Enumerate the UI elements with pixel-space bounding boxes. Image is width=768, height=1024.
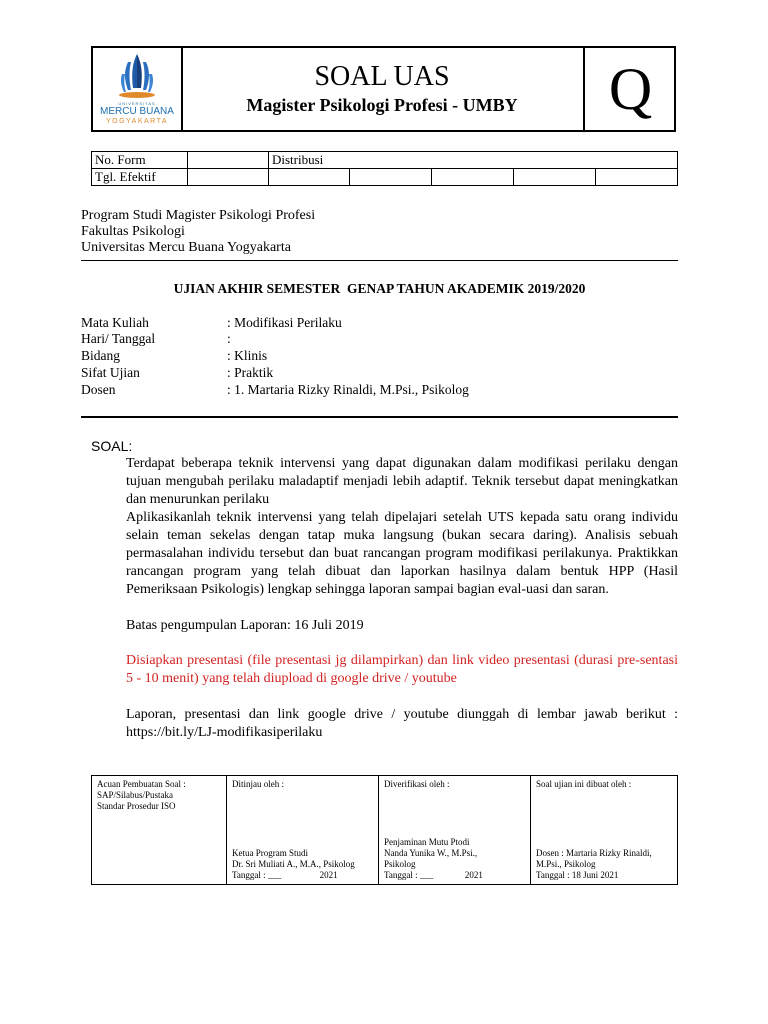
footer-heading: Diverifikasi oleh : <box>384 779 450 789</box>
no-form-label: No. Form <box>92 152 188 169</box>
logo-text-universitas: UNIVERSITAS <box>118 101 156 106</box>
footer-reviewer-cell <box>226 776 378 884</box>
divider <box>81 260 678 261</box>
footer-text: Acuan Pembuatan Soal : <box>97 779 186 789</box>
distribusi-cell <box>596 169 678 186</box>
distribusi-label: Distribusi <box>269 152 678 169</box>
meta-value: : Modifikasi Perilaku <box>227 315 342 330</box>
meta-value: : 1. Martaria Rizky Rinaldi, M.Psi., Psikolog <box>227 382 469 397</box>
footer-verifier-cell <box>378 776 530 884</box>
logo-text-city: YOGYAKARTA <box>105 118 169 125</box>
table-row <box>92 169 678 186</box>
footer-text: Dosen : Martaria Rizky Rinaldi, <box>536 848 652 858</box>
distribusi-cell <box>269 169 350 186</box>
footer-text: Standar Prosedur ISO <box>97 801 176 811</box>
soal-paragraph-1: Terdapat beberapa teknik intervensi yang dapat digunakan dalam modifikasi perilaku dengan tujuan mengubah perilaku maladaptif menjadi lebih adaptif. Teknik tersebut dapat meningkatkan dan menurunkan perilaku <box>126 456 678 507</box>
soal-paragraph-2: Aplikasikanlah teknik intervensi yang telah dipelajari setelah UTS kepada satu orang individu selain teman sekelas dengan tatap muka langsung (bukan secara daring). Analisis sebuah permasalahan individu tersebut dan buat rancangan program modifikasi perilakunya. Praktikkan rancangan program yang telah dibuat dan laporkan hasilnya dalam bentuk HPP (Hasil Pemeriksaan Psikologis) lengkap sehingga laporan sampai bagian eval-uasi dan saran. <box>126 510 678 597</box>
exam-title: UJIAN AKHIR SEMESTER GENAP TAHUN AKADEMIK 2019/2020 <box>173 281 586 296</box>
footer-text: M.Psi., Psikolog <box>536 859 596 869</box>
soal-submission-note: Laporan, presentasi dan link google drive / youtube diunggah di lembar jawab berikut : https://bit.ly/LJ-modifikasiperilaku <box>126 707 678 740</box>
meta-value: : <box>227 331 231 346</box>
footer-text: Psikolog <box>384 859 416 869</box>
reviewer-signature <box>232 848 374 881</box>
document-header <box>91 46 676 132</box>
tgl-efektif-label: Tgl. Efektif <box>92 169 188 186</box>
signature-table <box>91 775 678 885</box>
distribusi-cell <box>350 169 432 186</box>
distribusi-cell <box>432 169 514 186</box>
meta-value: : Klinis <box>227 348 268 363</box>
author-signature <box>536 848 673 881</box>
meta-label: Dosen <box>81 382 116 397</box>
footer-reference-cell <box>92 776 226 884</box>
meta-label: Mata Kuliah <box>81 315 149 330</box>
soal-label: SOAL: <box>91 438 133 454</box>
footer-heading: Ditinjau oleh : <box>232 779 284 789</box>
soal-presentation-note: Disiapkan presentasi (file presentasi jg dilampirkan) dan link video presentasi (durasi pre-sentasi 5 - 10 menit) yang telah diupload di google drive / youtube <box>126 653 678 686</box>
institution-university: Universitas Mercu Buana Yogyakarta <box>81 240 291 255</box>
institution-faculty: Fakultas Psikologi <box>81 224 185 239</box>
logo-emblem-icon <box>93 48 181 100</box>
footer-date: Tanggal : ___ 2021 <box>232 870 338 880</box>
footer-text: Dr. Sri Muliati A., M.A., Psikolog <box>232 859 355 869</box>
document-code: Q <box>583 48 676 130</box>
meta-label: Hari/ Tanggal <box>81 331 156 346</box>
university-logo <box>93 48 183 130</box>
document-title: SOAL UAS <box>314 61 450 92</box>
footer-author-cell <box>530 776 677 884</box>
footer-heading: Soal ujian ini dibuat oleh : <box>536 779 632 789</box>
footer-text: Nanda Yunika W., M.Psi., <box>384 848 478 858</box>
distribusi-cell <box>514 169 596 186</box>
header-title-cell <box>181 48 583 130</box>
meta-label: Sifat Ujian <box>81 365 140 380</box>
logo-text-name: MERCU BUANA <box>100 106 174 117</box>
no-form-value <box>188 152 269 169</box>
tgl-efektif-value <box>188 169 269 186</box>
footer-text: Penjaminan Mutu Ptodi <box>384 837 470 847</box>
footer-text: Ketua Program Studi <box>232 848 308 858</box>
soal-deadline: Batas pengumpulan Laporan: 16 Juli 2019 <box>126 618 364 633</box>
footer-date: Tanggal : 18 Juni 2021 <box>536 870 619 880</box>
verifier-signature <box>384 837 526 881</box>
institution-program: Program Studi Magister Psikologi Profesi <box>81 208 316 223</box>
footer-date: Tanggal : ___ 2021 <box>384 870 483 880</box>
document-subtitle: Magister Psikologi Profesi - UMBY <box>246 95 518 115</box>
meta-value: : Praktik <box>227 365 274 380</box>
institution-block <box>81 208 315 256</box>
meta-label: Bidang <box>81 348 120 363</box>
divider <box>81 416 678 418</box>
footer-text: SAP/Silabus/Pustaka <box>97 790 174 800</box>
table-row <box>92 152 678 169</box>
form-info-table <box>91 151 678 186</box>
